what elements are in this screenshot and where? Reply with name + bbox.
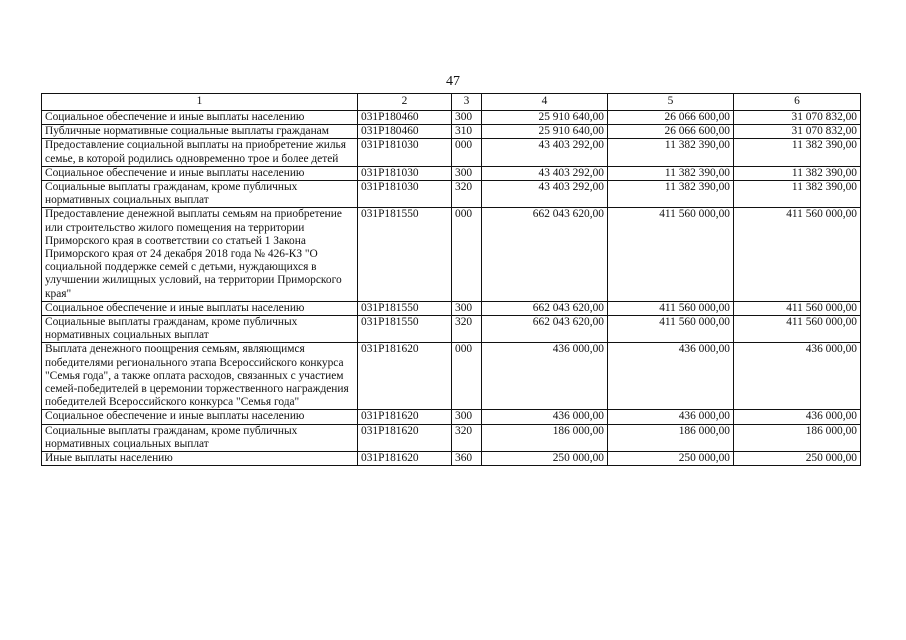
row-name: Предоставление денежной выплаты семьям на приобретение или строительство жилого помещения на территории Приморского края в соответствии со статьей 1 Закона Приморского края от 24 декабря 2018 года № 426-КЗ "О социальной поддержке семей с детьми, нуждающихся в улучшении жилищных условий, на территории Приморского края" — [42, 208, 358, 301]
budget-table — [41, 93, 861, 466]
row-target-code: 031Р181620 — [358, 343, 452, 410]
row-amount-3: 11 382 390,00 — [734, 181, 861, 208]
row-name: Публичные нормативные социальные выплаты гражданам — [42, 125, 358, 139]
row-target-code: 031Р181030 — [358, 181, 452, 208]
row-expense-type: 000 — [452, 208, 482, 301]
row-amount-1: 250 000,00 — [482, 452, 608, 466]
table-header — [42, 94, 861, 111]
row-name: Предоставление социальной выплаты на приобретение жилья семье, в которой родились одновременно трое и более детей — [42, 139, 358, 166]
row-amount-3: 436 000,00 — [734, 343, 861, 410]
row-amount-2: 411 560 000,00 — [608, 301, 734, 315]
row-amount-3: 31 070 832,00 — [734, 111, 861, 125]
row-amount-2: 26 066 600,00 — [608, 111, 734, 125]
table-row — [42, 181, 861, 208]
row-target-code: 031Р181550 — [358, 316, 452, 343]
row-amount-1: 43 403 292,00 — [482, 139, 608, 166]
table-row — [42, 316, 861, 343]
row-amount-3: 11 382 390,00 — [734, 166, 861, 180]
row-amount-2: 411 560 000,00 — [608, 208, 734, 301]
row-expense-type: 310 — [452, 125, 482, 139]
row-amount-3: 186 000,00 — [734, 424, 861, 451]
row-expense-type: 300 — [452, 410, 482, 424]
column-header-1: 1 — [42, 94, 358, 111]
row-amount-1: 436 000,00 — [482, 343, 608, 410]
table-row — [42, 166, 861, 180]
row-expense-type: 320 — [452, 424, 482, 451]
table-row — [42, 424, 861, 451]
row-amount-2: 250 000,00 — [608, 452, 734, 466]
table-row — [42, 208, 861, 301]
row-amount-2: 11 382 390,00 — [608, 139, 734, 166]
row-expense-type: 000 — [452, 139, 482, 166]
row-target-code: 031Р181620 — [358, 452, 452, 466]
row-amount-2: 436 000,00 — [608, 343, 734, 410]
table-row — [42, 125, 861, 139]
row-amount-1: 25 910 640,00 — [482, 125, 608, 139]
row-name: Социальное обеспечение и иные выплаты населению — [42, 166, 358, 180]
row-target-code: 031Р181550 — [358, 208, 452, 301]
row-target-code: 031Р180460 — [358, 125, 452, 139]
row-amount-2: 436 000,00 — [608, 410, 734, 424]
row-amount-3: 411 560 000,00 — [734, 208, 861, 301]
row-expense-type: 000 — [452, 343, 482, 410]
row-expense-type: 300 — [452, 301, 482, 315]
column-header-2: 2 — [358, 94, 452, 111]
row-amount-1: 436 000,00 — [482, 410, 608, 424]
row-amount-2: 411 560 000,00 — [608, 316, 734, 343]
row-expense-type: 300 — [452, 111, 482, 125]
row-expense-type: 300 — [452, 166, 482, 180]
row-expense-type: 360 — [452, 452, 482, 466]
row-amount-3: 250 000,00 — [734, 452, 861, 466]
column-header-3: 3 — [452, 94, 482, 111]
row-amount-3: 411 560 000,00 — [734, 301, 861, 315]
row-name: Социальное обеспечение и иные выплаты населению — [42, 301, 358, 315]
row-amount-1: 25 910 640,00 — [482, 111, 608, 125]
row-name: Социальные выплаты гражданам, кроме публичных нормативных социальных выплат — [42, 316, 358, 343]
row-target-code: 031Р181550 — [358, 301, 452, 315]
row-target-code: 031Р181030 — [358, 166, 452, 180]
row-amount-1: 662 043 620,00 — [482, 301, 608, 315]
row-target-code: 031Р181030 — [358, 139, 452, 166]
row-amount-2: 26 066 600,00 — [608, 125, 734, 139]
row-amount-3: 436 000,00 — [734, 410, 861, 424]
row-name: Социальное обеспечение и иные выплаты населению — [42, 410, 358, 424]
row-amount-1: 662 043 620,00 — [482, 316, 608, 343]
row-amount-2: 11 382 390,00 — [608, 166, 734, 180]
column-header-6: 6 — [734, 94, 861, 111]
table-row — [42, 343, 861, 410]
table-row — [42, 410, 861, 424]
row-amount-1: 43 403 292,00 — [482, 166, 608, 180]
row-expense-type: 320 — [452, 181, 482, 208]
table-row — [42, 111, 861, 125]
table-row — [42, 139, 861, 166]
row-amount-3: 411 560 000,00 — [734, 316, 861, 343]
row-amount-3: 11 382 390,00 — [734, 139, 861, 166]
row-name: Социальные выплаты гражданам, кроме публичных нормативных социальных выплат — [42, 181, 358, 208]
row-target-code: 031Р180460 — [358, 111, 452, 125]
row-name: Выплата денежного поощрения семьям, являющимся победителями регионального этапа Всероссийского конкурса "Семья года", а также оплата расходов, связанных с участием семей-победителей в церемонии торжественного награждения победителей Всероссийского конкурса "Семья года" — [42, 343, 358, 410]
row-target-code: 031Р181620 — [358, 424, 452, 451]
row-expense-type: 320 — [452, 316, 482, 343]
row-name: Социальные выплаты гражданам, кроме публичных нормативных социальных выплат — [42, 424, 358, 451]
table-body — [42, 111, 861, 466]
row-amount-1: 43 403 292,00 — [482, 181, 608, 208]
column-header-5: 5 — [608, 94, 734, 111]
header-row — [42, 94, 861, 111]
row-target-code: 031Р181620 — [358, 410, 452, 424]
table-row — [42, 452, 861, 466]
row-amount-1: 662 043 620,00 — [482, 208, 608, 301]
column-header-4: 4 — [482, 94, 608, 111]
row-name: Социальное обеспечение и иные выплаты населению — [42, 111, 358, 125]
page-number: 47 — [446, 74, 460, 89]
row-name: Иные выплаты населению — [42, 452, 358, 466]
table-row — [42, 301, 861, 315]
row-amount-2: 11 382 390,00 — [608, 181, 734, 208]
row-amount-3: 31 070 832,00 — [734, 125, 861, 139]
row-amount-1: 186 000,00 — [482, 424, 608, 451]
row-amount-2: 186 000,00 — [608, 424, 734, 451]
